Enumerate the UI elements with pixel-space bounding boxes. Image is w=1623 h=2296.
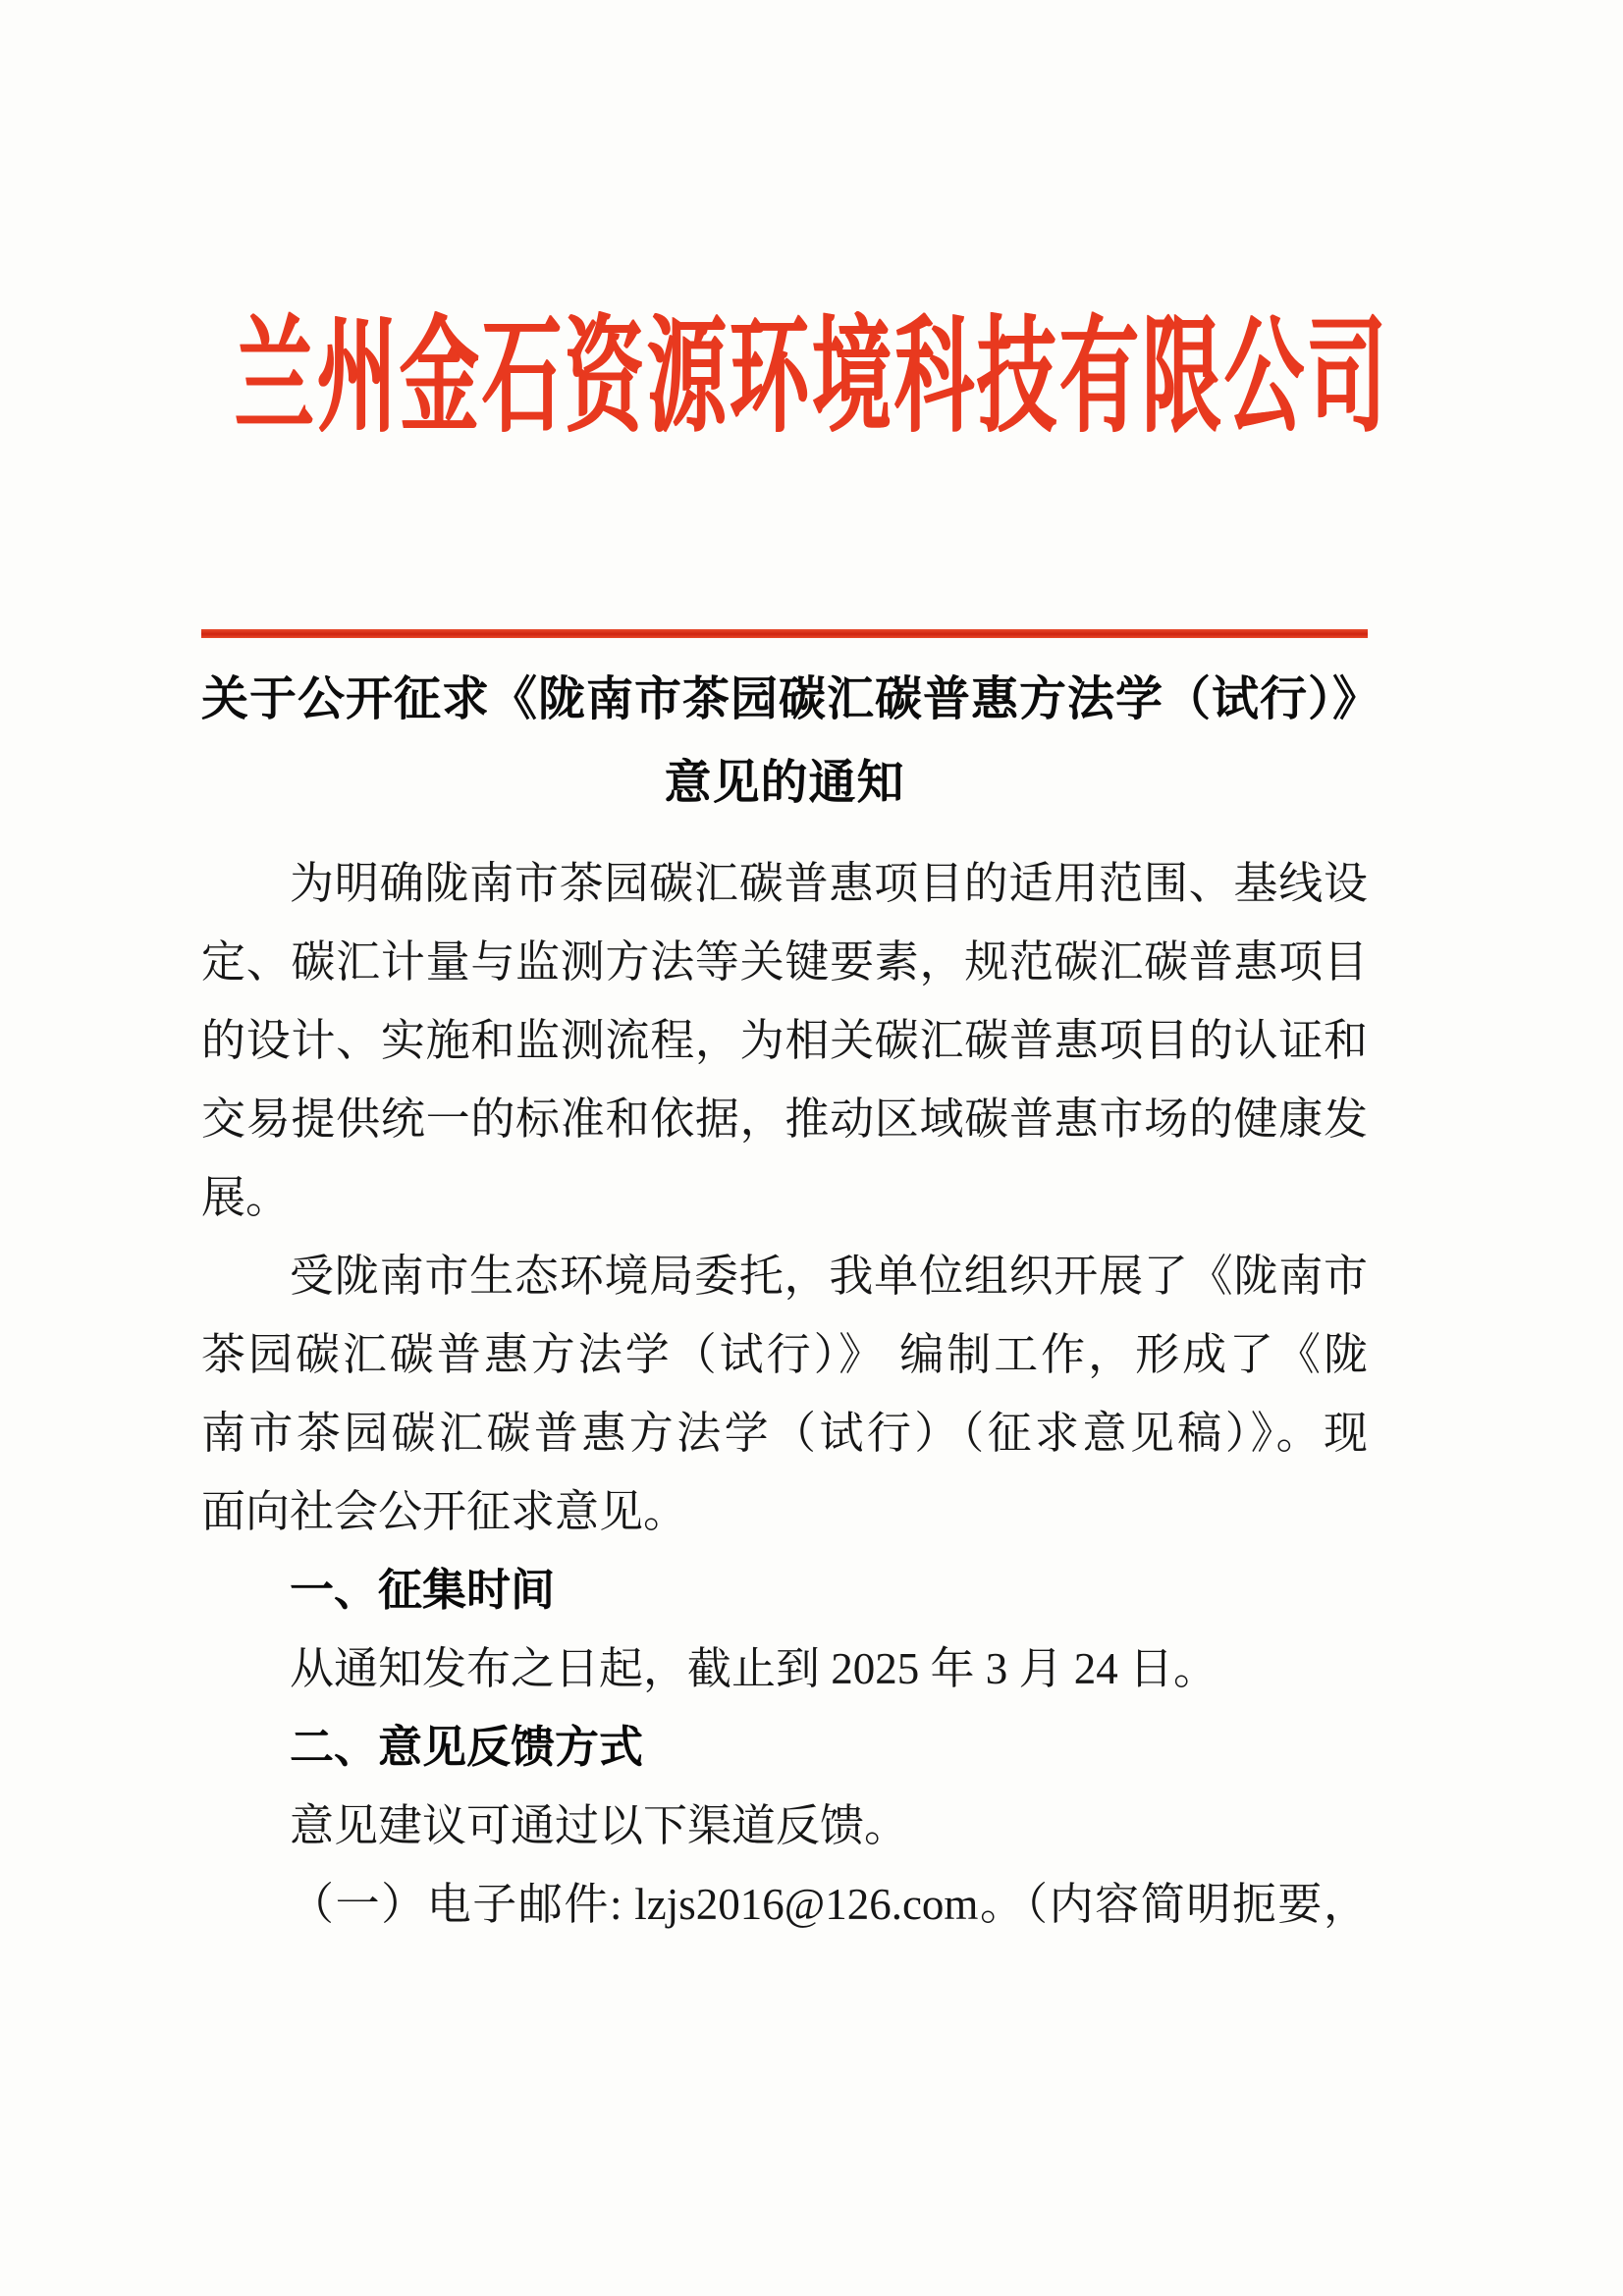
body-line: 茶园碳汇碳普惠方法学（试行）》 编制工作，形成了《陇	[201, 1330, 1368, 1379]
body-line: 定、碳汇计量与监测方法等关键要素，规范碳汇碳普惠项目	[201, 937, 1368, 987]
letterhead	[0, 277, 1623, 448]
body-line: 意见建议可通过以下渠道反馈。	[290, 1801, 909, 1850]
document-body	[201, 844, 1368, 1944]
body-line: 的设计、实施和监测流程，为相关碳汇碳普惠项目的认证和	[201, 1016, 1368, 1065]
title-line-2: 意见的通知	[664, 757, 905, 809]
body-line: 交易提供统一的标准和依据，推动区域碳普惠市场的健康发	[201, 1095, 1368, 1144]
body-line: 展。	[201, 1173, 291, 1222]
document-title	[201, 658, 1381, 825]
company-name: 兰州金石资源环境科技有限公司	[234, 307, 1389, 448]
body-line: 为明确陇南市茶园碳汇碳普惠项目的适用范围、基线设	[290, 859, 1368, 908]
body-line: 面向社会公开征求意见。	[201, 1487, 688, 1536]
section-heading: 一、征集时间	[290, 1565, 556, 1615]
body-line: 从通知发布之日起，截止到 2025 年 3 月 24 日。	[290, 1644, 1218, 1693]
body-line: 受陇南市生态环境局委托，我单位组织开展了《陇南市	[290, 1252, 1368, 1301]
section-heading: 二、意见反馈方式	[290, 1722, 644, 1772]
red-divider-line	[201, 629, 1368, 638]
body-line: 南市茶园碳汇碳普惠方法学（试行）（征求意见稿）》。现	[201, 1409, 1368, 1458]
title-line-1: 关于公开征求《陇南市茶园碳汇碳普惠方法学（试行）》	[201, 673, 1381, 725]
body-line: （一）电子邮件: lzjs2016@126.com。（内容简明扼要，	[290, 1880, 1368, 1929]
